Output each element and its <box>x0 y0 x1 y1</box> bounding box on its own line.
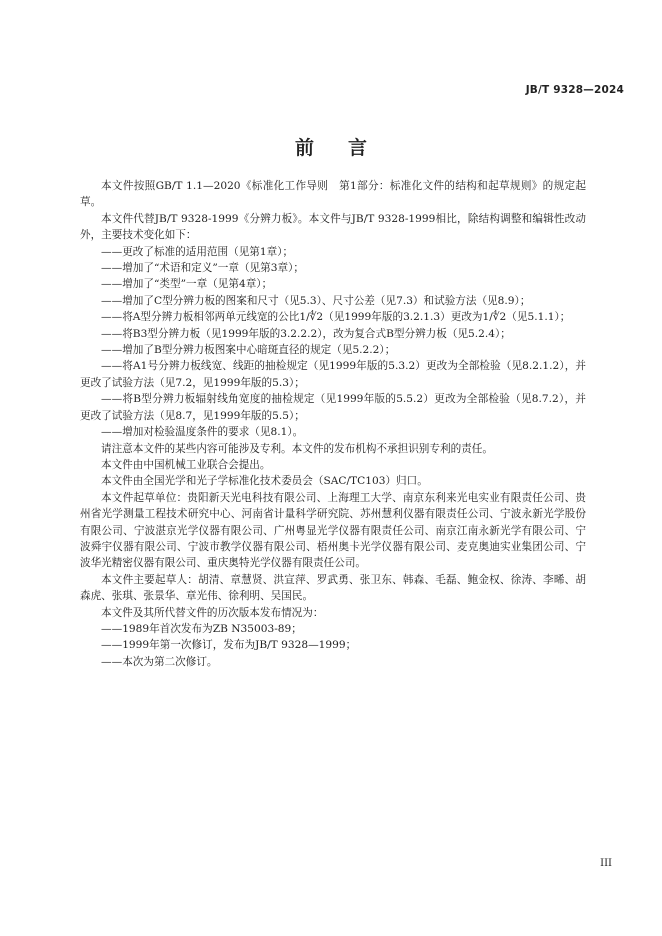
change-item: ——增加了C型分辨力板的图案和尺寸（见5.3）、尺寸公差（见7.3）和试验方法（见8.9）； <box>101 294 531 307</box>
change-item: ——增加了“术语和定义”一章（见第3章）； <box>101 262 304 275</box>
foreword-body <box>80 178 586 670</box>
paragraph-history-intro: 本文件及其所代替文件的历次版本发布情况为： <box>101 606 324 619</box>
page-title: 前言 <box>294 137 401 159</box>
paragraph-drafting-units: 本文件起草单位：贵阳新天光电科技有限公司、上海理工大学、南京东利来光电实业有限责任公司、贵州省光学测量工程技术研究中心、河南省计量科学研究院、苏州慧利仪器有限责任公司、宁波永新光学股份有限公司、宁波湛京光学仪器有限公司、广州粤显光学仪器有限责任公司、南京江南永新光学有限公司、宁波舜宇仪器有限公司、宁波市教学仪器有限公司、梧州奥卡光学仪器有限公司、麦克奥迪实业集团公司、宁波华光精密仪器有限公司、重庆奥特光学仪器有限责任公司。 <box>80 491 586 570</box>
history-item: ——本次为第二次修订。 <box>101 655 218 668</box>
change-item: ——增加对检验温度条件的要求（见8.1）。 <box>101 426 304 439</box>
change-item: ——增加了“类型”一章（见第4章）； <box>101 278 273 291</box>
change-item: ——将A型分辨力板相邻两单元线宽的公比1/∜2（见1999年版的3.2.1.3）更改为1/∜2（见5.1.1）； <box>101 311 571 324</box>
page-number: III <box>600 858 612 869</box>
paragraph-drafting-rule: 本文件按照GB/T 1.1—2020《标准化工作导则 第1部分：标准化文件的结构和起草规则》的规定起草。 <box>80 180 586 209</box>
paragraph-committee: 本文件由全国光学和光子学标准化技术委员会（SAC/TC103）归口。 <box>101 475 428 488</box>
history-item: ——1999年第一次修订，发布为JB/T 9328—1999； <box>101 639 357 652</box>
change-item: ——增加了B型分辨力板图案中心暗斑直径的规定（见5.2.2）； <box>101 344 396 357</box>
paragraph-drafters: 本文件主要起草人：胡清、章慧贤、洪宣萍、罗武勇、张卫东、韩森、毛磊、鲍金权、徐涛、李晞、胡森虎、张琪、张景华、章光伟、徐利明、吴国民。 <box>80 573 586 603</box>
history-item: ——1989年首次发布为ZB N35003-89； <box>101 622 302 635</box>
change-item: ——将B3型分辨力板（见1999年版的3.2.2.2），改为复合式B型分辨力板（见5.2.4）； <box>101 327 511 340</box>
standard-number: JB/T 9328—2024 <box>525 84 624 96</box>
change-item: ——将B型分辨力板辐射线角宽度的抽检规定（见1999年版的5.5.2）更改为全部检验（见8.7.2），并更改了试验方法（见8.7，见1999年版的5.5）； <box>80 393 586 422</box>
paragraph-proposer: 本文件由中国机械工业联合会提出。 <box>101 458 271 471</box>
change-item: ——将A1号分辨力板线宽、线距的抽检规定（见1999年版的5.3.2）更改为全部检验（见8.2.1.2），并更改了试验方法（见7.2，见1999年版的5.3）； <box>80 360 586 389</box>
change-item: ——更改了标准的适用范围（见第1章）； <box>101 245 294 258</box>
paragraph-patent-notice: 请注意本文件的某些内容可能涉及专利。本文件的发布机构不承担识别专利的责任。 <box>101 442 493 455</box>
paragraph-replacement: 本文件代替JB/T 9328-1999《分辨力板》。本文件与JB/T 9328-1999相比，除结构调整和编辑性改动外，主要技术变化如下： <box>80 212 586 242</box>
